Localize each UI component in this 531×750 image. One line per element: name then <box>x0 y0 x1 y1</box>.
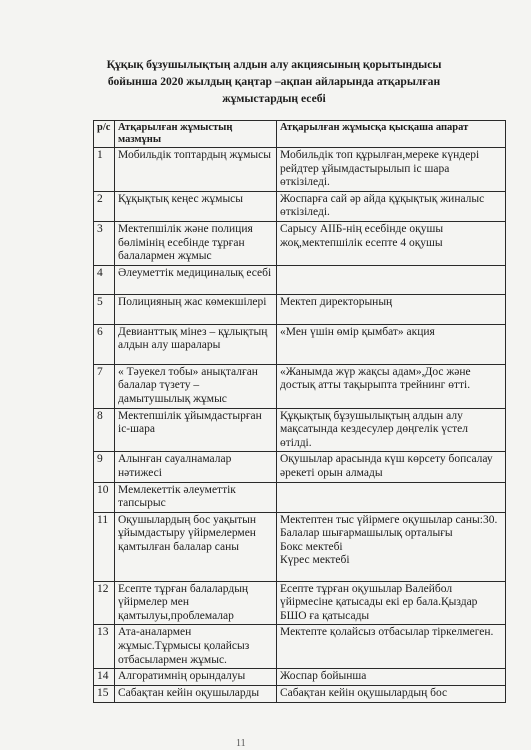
table-row <box>94 686 506 703</box>
table-row <box>94 581 506 625</box>
row-brief-info: Оқушылар арасында күш көрсету бопсалау әрекеті орын алмады <box>277 452 506 482</box>
row-brief-info: Құқықтық бұзушылықтың алдын алу мақсатында кездесулер дөңгелік үстел өтілді. <box>277 408 506 452</box>
table-row <box>94 408 506 452</box>
row-work-content: Алгоратимнің орындалуы <box>115 669 277 686</box>
row-number: 11 <box>94 512 115 581</box>
row-brief-info <box>277 265 506 294</box>
title-line-3: жұмыстардың есебі <box>222 92 326 105</box>
row-brief-info: Мектептен тыс үйірмеге оқушылар саны:30. Балалар шығармашылық орталығы Бокс мектебі Күрес мектебі <box>277 512 506 581</box>
header-brief-info: Атқарылған жұмысқа қысқаша апарат <box>277 121 506 148</box>
row-brief-info: «Мен үшін өмір қымбат» акция <box>277 324 506 364</box>
table-row <box>94 265 506 294</box>
row-number: 2 <box>94 191 115 221</box>
row-brief-info: Мектеп директорының <box>277 294 506 324</box>
row-number: 15 <box>94 686 115 703</box>
row-number: 4 <box>94 265 115 294</box>
row-number: 9 <box>94 452 115 482</box>
row-number: 6 <box>94 324 115 364</box>
table-header-row <box>94 121 506 148</box>
table-row <box>94 452 506 482</box>
row-number: 8 <box>94 408 115 452</box>
table-row <box>94 324 506 364</box>
row-work-content: Оқушылардың бос уақытын ұйымдастыру үйірмелермен қамтылған балалар саны <box>115 512 277 581</box>
row-work-content: Сабақтан кейін оқушыларды <box>115 686 277 703</box>
document-title <box>104 56 444 107</box>
row-number: 3 <box>94 221 115 265</box>
page-number: 11 <box>236 738 246 749</box>
table-row <box>94 364 506 408</box>
row-brief-info: Сабақтан кейін оқушылардың бос <box>277 686 506 703</box>
row-number: 14 <box>94 669 115 686</box>
title-line-1: Құқық бұзушылықтың алдын алу акциясының қорытындысы <box>106 58 442 71</box>
row-work-content: Полицияның жас көмекшілері <box>115 294 277 324</box>
row-work-content: Ата-аналармен жұмыс.Тұрмысы қолайсыз отбасылармен жұмыс. <box>115 625 277 669</box>
row-number: 13 <box>94 625 115 669</box>
report-table <box>93 120 506 703</box>
row-number: 1 <box>94 148 115 192</box>
row-brief-info: Жоспар бойынша <box>277 669 506 686</box>
row-work-content: Мектепшілік ұйымдастырған іс-шара <box>115 408 277 452</box>
row-work-content: « Тәуекел тобы» анықталған балалар түзету – дамытушылық жұмыс <box>115 364 277 408</box>
row-brief-info: Есепте тұрған оқушылар Валейбол үйірмесіне қатысады екі ер бала.Қыздар БШО ға қатысады <box>277 581 506 625</box>
row-work-content: Мемлекеттік әлеуметтік тапсырыс <box>115 482 277 512</box>
row-work-content: Құқықтық кеңес жұмысы <box>115 191 277 221</box>
header-work-content: Атқарылған жұмыстың мазмұны <box>115 121 277 148</box>
row-number: 12 <box>94 581 115 625</box>
row-brief-info: Жоспарға сай әр айда құқықтық жиналыс өткізіледі. <box>277 191 506 221</box>
row-work-content: Девианттық мінез – құлықтың алдын алу шаралары <box>115 324 277 364</box>
table-row <box>94 148 506 192</box>
table-row <box>94 625 506 669</box>
row-work-content: Есепте тұрған балалардың үйірмелер мен қамтылуы,проблемалар <box>115 581 277 625</box>
row-brief-info: «Жанымда жүр жақсы адам»,Дос және достық атты тақырыпта трейнинг өтті. <box>277 364 506 408</box>
row-number: 5 <box>94 294 115 324</box>
row-number: 7 <box>94 364 115 408</box>
table-row <box>94 191 506 221</box>
header-number: р/с <box>94 121 115 148</box>
table-row <box>94 294 506 324</box>
row-number: 10 <box>94 482 115 512</box>
row-work-content: Әлеуметтік медициналық есебі <box>115 265 277 294</box>
row-work-content: Мектепшілік және полиция бөлімінің есебінде тұрған балалармен жұмыс <box>115 221 277 265</box>
row-work-content: Мобильдік топтардың жұмысы <box>115 148 277 192</box>
title-line-2: бойынша 2020 жылдың қаңтар –ақпан айларында атқарылған <box>107 75 441 88</box>
table-row <box>94 512 506 581</box>
table-row <box>94 482 506 512</box>
row-work-content: Алынған сауалнамалар нәтижесі <box>115 452 277 482</box>
row-brief-info: Сарысу АІІБ-нің есебінде оқушы жоқ,мектепшілік есепте 4 оқушы <box>277 221 506 265</box>
row-brief-info: Мобильдік топ құрылған,мереке күндері рейдтер ұйымдастырылып іс шара өткізіледі. <box>277 148 506 192</box>
row-brief-info: Мектепте қолайсыз отбасылар тіркелмеген. <box>277 625 506 669</box>
row-brief-info <box>277 482 506 512</box>
table-row <box>94 669 506 686</box>
table-row <box>94 221 506 265</box>
